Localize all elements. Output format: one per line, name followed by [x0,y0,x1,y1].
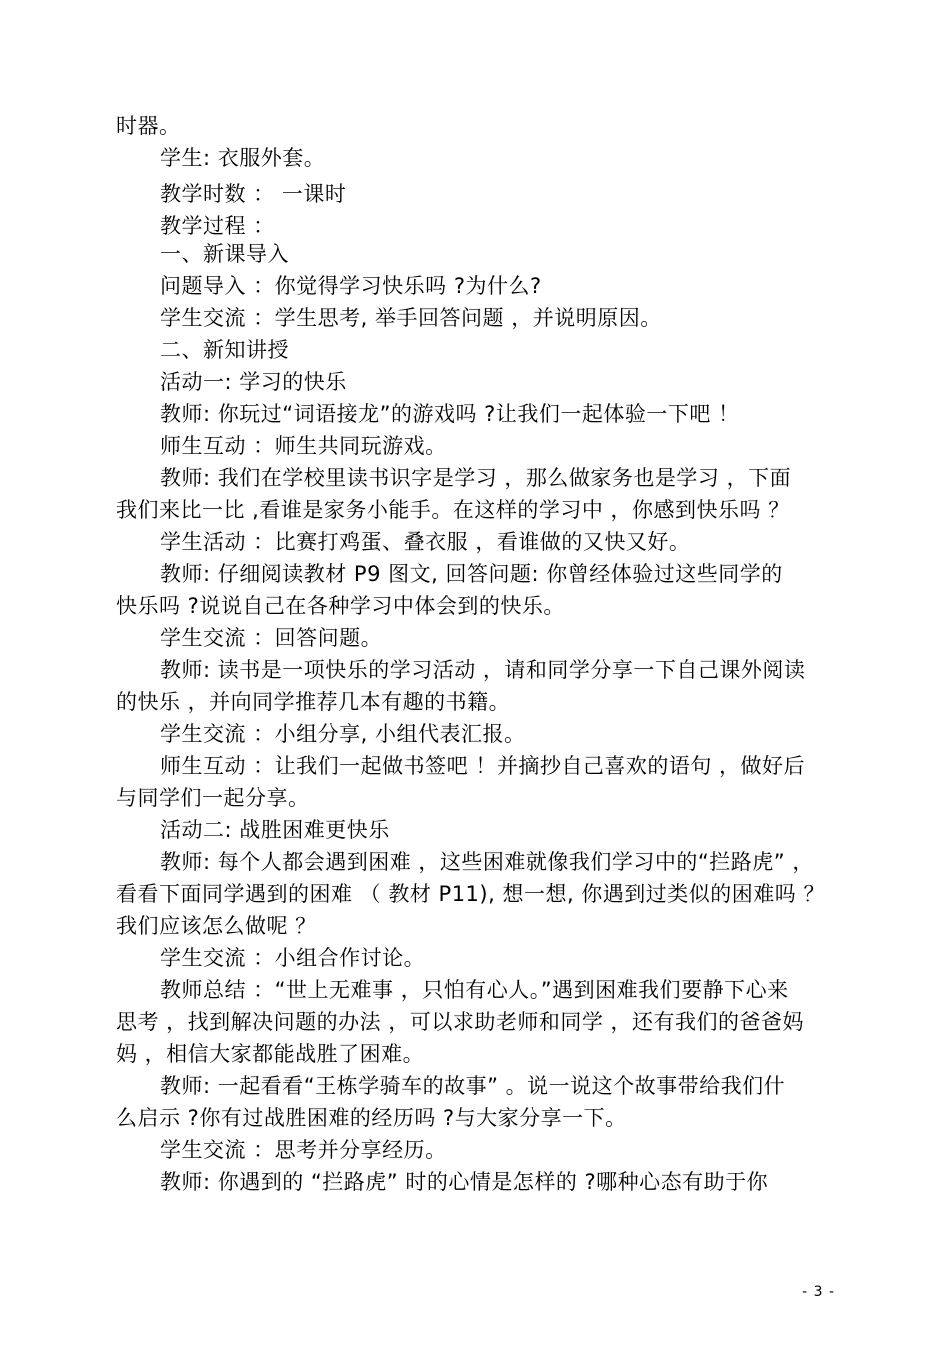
text-line: 教学时数 ： 一课时 [160,182,347,206]
text-line: 教师: 你玩过“词语接龙”的游戏吗 ?让我们一起体验一下吧 ！ [160,402,740,426]
text-line: 学生交流 ：小组分享, 小组代表汇报。 [160,722,526,746]
text-line: 与同学们一起分享。 [116,786,310,810]
text-line: 我们来比一比 ,看谁是家务小能手。在这样的学习中 ，你感到快乐吗 ？ [116,498,790,522]
text-line: 师生互动 ：师生共同玩游戏。 [160,434,447,458]
activity-heading: 活动一: 学习的快乐 [160,370,347,394]
text-line: 教师: 每个人都会遇到困难 ，这些困难就像我们学习中的“拦路虎” ， [160,850,814,874]
text-line: 师生互动 ：让我们一起做书签吧 ！并摘抄自己喜欢的语句 ，做好后 [160,754,806,778]
text-line: 学生交流 ：回答问题。 [160,626,383,650]
text-line: 看看下面同学遇到的困难 （ 教材 P11), 想一想, 你遇到过类似的困难吗 ？ [116,882,825,906]
section-heading: 一、新课导入 [160,242,289,266]
text-line: 学生交流 ：小组合作讨论。 [160,946,426,970]
text-line: 我们应该怎么做呢 ？ [116,914,317,938]
text-line: 教师: 一起看看“王栋学骑车的故事” 。说一说这个故事带给我们什 [160,1074,786,1098]
text-line: 快乐吗 ?说说自己在各种学习中体会到的快乐。 [116,594,565,618]
text-line: 学生交流 ：思考并分享经历。 [160,1138,447,1162]
text-line: 学生交流 ：学生思考, 举手回答问题 ，并说明原因。 [160,306,662,330]
text-line: 学生: 衣服外套。 [160,146,326,170]
text-line: 时器。 [116,114,181,138]
text-line: 教师: 仔细阅读教材 P9 图文, 回答问题: 你曾经体验过这些同学的 [160,562,783,586]
text-line: 么启示 ?你有过战胜困难的经历吗 ?与大家分享一下。 [116,1106,627,1130]
text-line: 学生活动 ：比赛打鸡蛋、叠衣服 ，看谁做的又快又好。 [160,530,691,554]
text-line: 教师: 读书是一项快乐的学习活动 ，请和同学分享一下自己课外阅读 [160,658,806,682]
activity-heading: 活动二: 战胜困难更快乐 [160,818,390,842]
page-number: - 3 - [802,1284,835,1300]
text-line: 教学过程 ： [160,214,275,238]
text-line: 思考 ，找到解决问题的办法 ，可以求助老师和同学 ，还有我们的爸爸妈 [116,1010,805,1034]
section-heading: 二、新知讲授 [160,338,289,362]
text-line: 妈 ，相信大家都能战胜了困难。 [116,1042,425,1066]
text-line: 教师总结 ：“世上无难事 ，只怕有心人。”遇到困难我们要静下心来 [160,978,789,1002]
text-line: 的快乐 ，并向同学推荐几本有趣的书籍。 [116,690,511,714]
text-line: 问题导入 ：你觉得学习快乐吗 ?为什么? [160,274,542,298]
text-line: 教师: 你遇到的 “拦路虎” 时的心情是怎样的 ?哪种心态有助于你 [160,1170,769,1194]
text-line: 教师: 我们在学校里读书识字是学习 ，那么做家务也是学习 ，下面 [160,466,792,490]
